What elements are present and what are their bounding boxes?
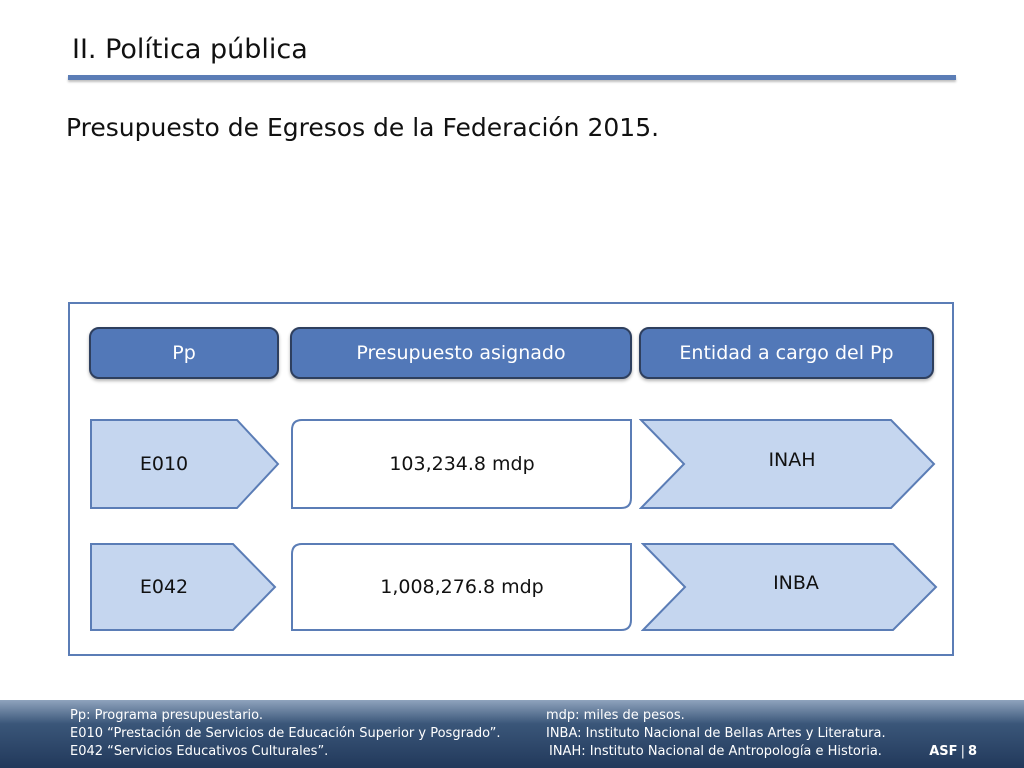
row-1-entity-cell: [639, 418, 937, 510]
row-1-pp-cell: [89, 418, 281, 510]
row-1-budget-cell: [290, 418, 634, 510]
footnote-mdp: mdp: miles de pesos.: [546, 708, 685, 723]
slide-heading: Presupuesto de Egresos de la Federación 2015.: [66, 113, 660, 142]
footnote-inba: INBA: Instituto Nacional de Bellas Artes y Literatura.: [546, 726, 886, 741]
footnote-e010: E010 “Prestación de Servicios de Educación Superior y Posgrado”.: [70, 726, 501, 741]
footnote-e042: E042 “Servicios Educativos Culturales”.: [70, 744, 329, 759]
header-entity: Entidad a cargo del Pp: [639, 327, 934, 379]
separator: |: [960, 744, 965, 759]
row-2-entity-cell: [641, 542, 939, 632]
header-budget: Presupuesto asignado: [290, 327, 632, 379]
footnote-inah: INAH: Instituto Nacional de Antropología e Historia.: [549, 744, 882, 759]
page-number: 8: [967, 744, 977, 759]
section-title: II. Política pública: [72, 34, 308, 65]
row-2-entity-label: INBA: [773, 572, 819, 594]
footnote-pp: Pp: Programa presupuestario.: [70, 708, 264, 723]
row-1-pp-label: E010: [139, 453, 189, 475]
row-2-budget-value: 1,008,276.8 mdp: [380, 576, 544, 598]
row-1-budget-value: 103,234.8 mdp: [389, 453, 535, 475]
row-1-entity-label: INAH: [768, 449, 816, 471]
page-marker: [929, 744, 977, 759]
row-2-budget-cell: [290, 542, 634, 632]
row-2-pp-cell: [89, 542, 281, 632]
brand-label: ASF: [929, 744, 958, 759]
title-rule: [68, 75, 956, 80]
header-pp: Pp: [89, 327, 279, 379]
row-2-pp-label: E042: [139, 576, 189, 598]
